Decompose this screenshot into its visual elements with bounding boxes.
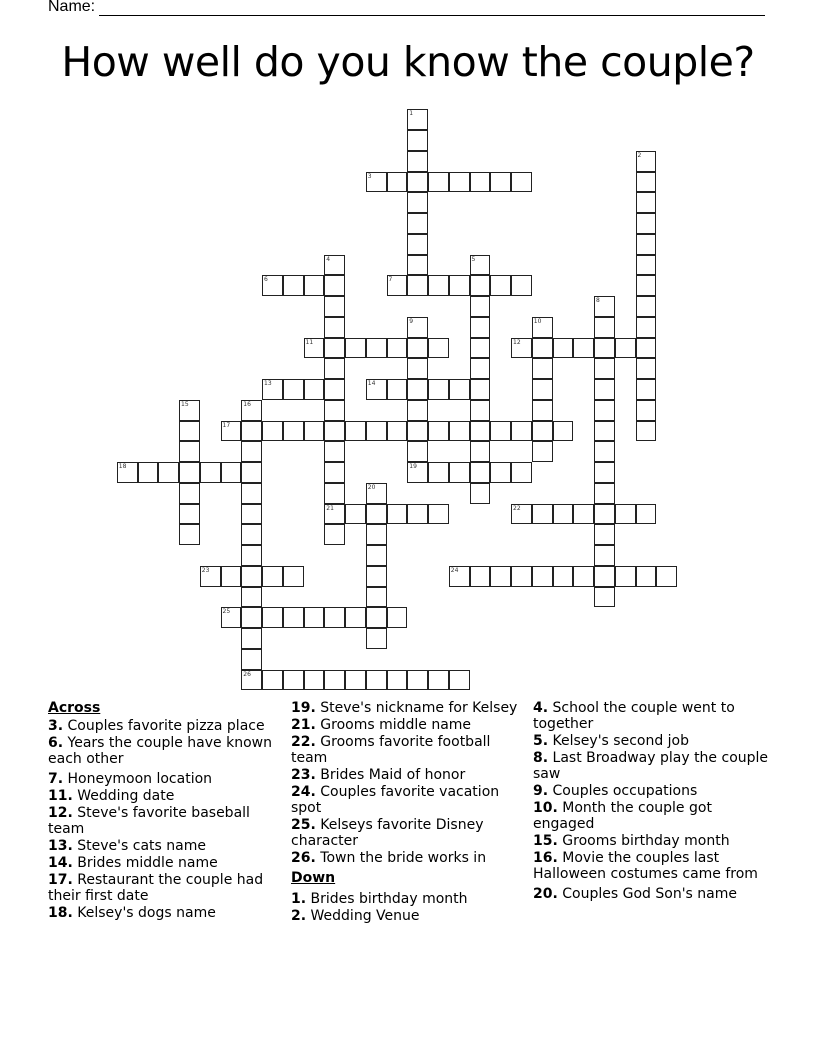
crossword-cell[interactable] xyxy=(470,462,491,483)
clues-column-3 xyxy=(533,700,773,903)
crossword-cell[interactable] xyxy=(407,421,428,442)
clue-across-23: 23. Brides Maid of honor xyxy=(291,767,466,783)
crossword-cell[interactable] xyxy=(324,296,345,317)
crossword-cell[interactable] xyxy=(511,421,532,442)
crossword-cell[interactable] xyxy=(241,670,262,691)
crossword-cell[interactable] xyxy=(594,338,615,359)
crossword-cell[interactable] xyxy=(117,462,138,483)
crossword-cell[interactable] xyxy=(449,379,470,400)
clue-across-6: 6. Years the couple have known each other xyxy=(48,735,272,767)
crossword-cell[interactable] xyxy=(241,421,262,442)
crossword-cell[interactable] xyxy=(470,296,491,317)
clue-across-24: 24. Couples favorite vacation spot xyxy=(291,784,500,816)
crossword-cell[interactable] xyxy=(366,545,387,566)
crossword-cell[interactable] xyxy=(470,255,491,276)
crossword-cell[interactable] xyxy=(636,504,657,525)
crossword-cell[interactable] xyxy=(241,462,262,483)
crossword-cell[interactable] xyxy=(594,358,615,379)
crossword-cell[interactable] xyxy=(636,172,657,193)
clue-number: 1 xyxy=(409,110,414,118)
clue-number: 17 xyxy=(222,421,231,429)
crossword-cell[interactable] xyxy=(428,275,449,296)
clue-across-14: 14. Brides middle name xyxy=(48,855,218,871)
clue-number: 18 xyxy=(118,463,127,470)
crossword-cell[interactable] xyxy=(532,504,553,525)
crossword-cell[interactable] xyxy=(407,130,428,151)
clue-number: 23 xyxy=(201,566,210,574)
crossword-cell[interactable] xyxy=(594,317,615,338)
crossword-cell[interactable] xyxy=(594,296,615,317)
crossword-cell[interactable] xyxy=(324,255,345,276)
crossword-cell[interactable] xyxy=(200,462,221,483)
crossword-cell[interactable] xyxy=(490,421,511,442)
crossword-cell[interactable] xyxy=(179,504,200,525)
crossword-cell[interactable] xyxy=(449,421,470,442)
crossword-cell[interactable] xyxy=(387,338,408,359)
crossword-cell[interactable] xyxy=(407,172,428,193)
crossword-cell[interactable] xyxy=(407,670,428,691)
crossword-cell[interactable] xyxy=(490,462,511,483)
crossword-cell[interactable] xyxy=(407,192,428,213)
crossword-cell[interactable] xyxy=(241,441,262,462)
clue-number: 21 xyxy=(326,504,334,512)
crossword-cell[interactable] xyxy=(573,504,594,525)
crossword-cell[interactable] xyxy=(221,607,242,628)
crossword-cell[interactable] xyxy=(366,421,387,442)
crossword-cell[interactable] xyxy=(283,566,304,587)
crossword-cell[interactable] xyxy=(179,400,200,421)
clue-across-11: 11. Wedding date xyxy=(48,788,175,804)
crossword-cell[interactable] xyxy=(387,275,408,296)
clue-number: 6 xyxy=(264,276,268,284)
crossword-cell[interactable] xyxy=(594,545,615,566)
crossword-cell[interactable] xyxy=(179,524,200,545)
crossword-cell[interactable] xyxy=(324,462,345,483)
crossword-cell[interactable] xyxy=(532,400,553,421)
crossword-cell[interactable] xyxy=(594,587,615,608)
clue-number: 16 xyxy=(243,400,251,408)
crossword-cell[interactable] xyxy=(241,504,262,525)
crossword-cell[interactable] xyxy=(345,421,366,442)
crossword-cell[interactable] xyxy=(470,441,491,462)
crossword-cell[interactable] xyxy=(636,192,657,213)
crossword-cell[interactable] xyxy=(532,317,553,338)
crossword-cell[interactable] xyxy=(511,504,532,525)
crossword-cell[interactable] xyxy=(449,566,470,587)
crossword-cell[interactable] xyxy=(511,172,532,193)
crossword-cell[interactable] xyxy=(636,400,657,421)
crossword-cell[interactable] xyxy=(366,587,387,608)
crossword-cell[interactable] xyxy=(428,379,449,400)
crossword-cell[interactable] xyxy=(324,379,345,400)
clue-down-4: 4. School the couple went to together xyxy=(533,700,735,732)
crossword-cell[interactable] xyxy=(366,607,387,628)
clue-down-15: 15. Grooms birthday month xyxy=(533,833,730,849)
crossword-cell[interactable] xyxy=(573,566,594,587)
crossword-cell[interactable] xyxy=(470,275,491,296)
down-heading: Down xyxy=(291,870,336,886)
clue-number: 9 xyxy=(409,317,414,325)
across-heading: Across xyxy=(48,700,101,716)
crossword-cell[interactable] xyxy=(532,566,553,587)
crossword-cell[interactable] xyxy=(511,275,532,296)
crossword-cell[interactable] xyxy=(511,462,532,483)
crossword-cell[interactable] xyxy=(428,462,449,483)
crossword-cell[interactable] xyxy=(553,338,574,359)
crossword-cell[interactable] xyxy=(636,317,657,338)
clue-number: 22 xyxy=(513,504,521,512)
crossword-cell[interactable] xyxy=(594,566,615,587)
crossword-cell[interactable] xyxy=(324,524,345,545)
crossword-cell[interactable] xyxy=(345,607,366,628)
crossword-cell[interactable] xyxy=(262,275,283,296)
crossword-cell[interactable] xyxy=(407,441,428,462)
crossword-cell[interactable] xyxy=(283,607,304,628)
crossword-cell[interactable] xyxy=(594,379,615,400)
crossword-cell[interactable] xyxy=(636,338,657,359)
crossword-cell[interactable] xyxy=(490,566,511,587)
crossword-cell[interactable] xyxy=(262,421,283,442)
crossword-cell[interactable] xyxy=(407,338,428,359)
crossword-cell[interactable] xyxy=(470,172,491,193)
crossword-cell[interactable] xyxy=(636,421,657,442)
crossword-cell[interactable] xyxy=(366,566,387,587)
clue-across-19: 19. Steve's nickname for Kelsey xyxy=(291,700,518,716)
crossword-cell[interactable] xyxy=(532,441,553,462)
crossword-cell[interactable] xyxy=(324,421,345,442)
crossword-cell[interactable] xyxy=(532,358,553,379)
crossword-cell[interactable] xyxy=(283,670,304,691)
clue-across-26: 26. Town the bride works in xyxy=(291,850,487,866)
crossword-cell[interactable] xyxy=(366,483,387,504)
crossword-cell[interactable] xyxy=(490,275,511,296)
crossword-cell[interactable] xyxy=(324,400,345,421)
crossword-cell[interactable] xyxy=(573,338,594,359)
crossword-cell[interactable] xyxy=(553,566,574,587)
crossword-cell[interactable] xyxy=(221,462,242,483)
crossword-cell[interactable] xyxy=(345,504,366,525)
crossword-cell[interactable] xyxy=(470,566,491,587)
crossword-cell[interactable] xyxy=(387,607,408,628)
clue-number: 25 xyxy=(222,608,231,616)
crossword-cell[interactable] xyxy=(636,566,657,587)
crossword-cell[interactable] xyxy=(636,255,657,276)
crossword-cell[interactable] xyxy=(636,358,657,379)
crossword-cell[interactable] xyxy=(241,524,262,545)
crossword-cell[interactable] xyxy=(615,504,636,525)
clue-number: 26 xyxy=(243,670,251,678)
crossword-cell[interactable] xyxy=(407,400,428,421)
crossword-cell[interactable] xyxy=(449,275,470,296)
crossword-cell[interactable] xyxy=(241,400,262,421)
crossword-cell[interactable] xyxy=(594,483,615,504)
clue-down-2: 2. Wedding Venue xyxy=(291,908,420,924)
clue-number: 8 xyxy=(596,297,600,304)
crossword-cell[interactable] xyxy=(511,338,532,359)
clue-number: 19 xyxy=(409,463,417,470)
crossword-cell[interactable] xyxy=(324,483,345,504)
crossword-cell[interactable] xyxy=(594,524,615,545)
crossword-cell[interactable] xyxy=(407,234,428,255)
crossword-cell[interactable] xyxy=(366,379,387,400)
crossword-cell[interactable] xyxy=(179,462,200,483)
crossword-cell[interactable] xyxy=(636,151,657,172)
crossword-cell[interactable] xyxy=(407,504,428,525)
crossword-cell[interactable] xyxy=(304,338,325,359)
crossword-cell[interactable] xyxy=(366,670,387,691)
crossword-cell[interactable] xyxy=(179,441,200,462)
crossword-cell[interactable] xyxy=(553,421,574,442)
crossword-cell[interactable] xyxy=(304,607,325,628)
crossword-cell[interactable] xyxy=(324,441,345,462)
clue-down-8: 8. Last Broadway play the couple saw xyxy=(533,750,769,782)
crossword-cell[interactable] xyxy=(324,317,345,338)
crossword-cell[interactable] xyxy=(200,566,221,587)
crossword-cell[interactable] xyxy=(221,566,242,587)
crossword-cell[interactable] xyxy=(470,379,491,400)
clue-down-20: 20. Couples God Son's name xyxy=(533,886,737,902)
crossword-cell[interactable] xyxy=(304,670,325,691)
clue-number: 15 xyxy=(181,400,189,408)
clue-number: 13 xyxy=(264,380,272,387)
crossword-cell[interactable] xyxy=(428,504,449,525)
crossword-cell[interactable] xyxy=(366,524,387,545)
crossword-cell[interactable] xyxy=(594,504,615,525)
crossword-cell[interactable] xyxy=(366,172,387,193)
crossword-cell[interactable] xyxy=(470,317,491,338)
crossword-cell[interactable] xyxy=(532,379,553,400)
crossword-cell[interactable] xyxy=(407,317,428,338)
crossword-cell[interactable] xyxy=(407,358,428,379)
crossword-cell[interactable] xyxy=(449,172,470,193)
crossword-cell[interactable] xyxy=(324,275,345,296)
crossword-cell[interactable] xyxy=(304,421,325,442)
crossword-cell[interactable] xyxy=(594,421,615,442)
crossword-cell[interactable] xyxy=(262,379,283,400)
crossword-cell[interactable] xyxy=(366,504,387,525)
clue-across-17: 17. Restaurant the couple had their first date xyxy=(48,872,264,904)
clue-across-18: 18. Kelsey's dogs name xyxy=(48,905,216,921)
crossword-cell[interactable] xyxy=(158,462,179,483)
clue-down-5: 5. Kelsey's second job xyxy=(533,733,690,749)
crossword-cell[interactable] xyxy=(449,462,470,483)
crossword-cell[interactable] xyxy=(532,421,553,442)
crossword-cell[interactable] xyxy=(470,338,491,359)
crossword-cell[interactable] xyxy=(428,670,449,691)
clue-number: 5 xyxy=(471,255,476,263)
clues-column-2 xyxy=(291,700,526,925)
clues-column-1 xyxy=(48,700,283,922)
crossword-cell[interactable] xyxy=(262,566,283,587)
clue-number: 2 xyxy=(637,151,642,159)
crossword-cell[interactable] xyxy=(387,670,408,691)
crossword-cell[interactable] xyxy=(262,670,283,691)
crossword-cell[interactable] xyxy=(407,255,428,276)
crossword-cell[interactable] xyxy=(179,421,200,442)
crossword-cell[interactable] xyxy=(283,421,304,442)
crossword-cell[interactable] xyxy=(262,607,283,628)
crossword-cell[interactable] xyxy=(241,545,262,566)
crossword-cell[interactable] xyxy=(241,483,262,504)
crossword-cell[interactable] xyxy=(470,483,491,504)
crossword-cell[interactable] xyxy=(387,379,408,400)
crossword-cell[interactable] xyxy=(470,358,491,379)
crossword-cell[interactable] xyxy=(324,358,345,379)
crossword-cell[interactable] xyxy=(304,275,325,296)
clue-across-12: 12. Steve's favorite baseball team xyxy=(48,805,250,837)
crossword-cell[interactable] xyxy=(615,566,636,587)
crossword-cell[interactable] xyxy=(324,338,345,359)
crossword-cell[interactable] xyxy=(387,172,408,193)
crossword-cell[interactable] xyxy=(470,421,491,442)
crossword-cell[interactable] xyxy=(304,379,325,400)
crossword-cell[interactable] xyxy=(407,109,428,130)
crossword-cell[interactable] xyxy=(387,504,408,525)
clue-down-16: 16. Movie the couples last Halloween costumes came from xyxy=(533,850,758,882)
clue-down-10: 10. Month the couple got engaged xyxy=(533,800,712,832)
clue-down-9: 9. Couples occupations xyxy=(533,783,698,799)
crossword-cell[interactable] xyxy=(636,379,657,400)
clue-across-3: 3. Couples favorite pizza place xyxy=(48,718,265,734)
crossword-cell[interactable] xyxy=(241,566,262,587)
crossword-cell[interactable] xyxy=(428,172,449,193)
crossword-cell[interactable] xyxy=(324,607,345,628)
crossword-cell[interactable] xyxy=(241,607,262,628)
crossword-cell[interactable] xyxy=(387,421,408,442)
crossword-cell[interactable] xyxy=(324,504,345,525)
crossword-cell[interactable] xyxy=(656,566,677,587)
clue-number: 10 xyxy=(533,317,542,325)
crossword-cell[interactable] xyxy=(449,670,470,691)
crossword-cell[interactable] xyxy=(636,275,657,296)
crossword-cell[interactable] xyxy=(636,234,657,255)
clue-number: 20 xyxy=(367,483,376,491)
crossword-cell[interactable] xyxy=(179,483,200,504)
crossword-cell[interactable] xyxy=(283,379,304,400)
clue-down-1: 1. Brides birthday month xyxy=(291,891,468,907)
crossword-cell[interactable] xyxy=(241,628,262,649)
crossword-cell[interactable] xyxy=(407,213,428,234)
clue-across-13: 13. Steve's cats name xyxy=(48,838,206,854)
crossword-cell[interactable] xyxy=(345,338,366,359)
crossword-cell[interactable] xyxy=(428,338,449,359)
crossword-cell[interactable] xyxy=(553,504,574,525)
crossword-cell[interactable] xyxy=(407,275,428,296)
crossword-cell[interactable] xyxy=(138,462,159,483)
clue-number: 12 xyxy=(513,338,521,346)
crossword-cell[interactable] xyxy=(594,441,615,462)
page-title: How well do you know the couple? xyxy=(61,38,755,86)
clue-across-7: 7. Honeymoon location xyxy=(48,771,213,787)
crossword-cell[interactable] xyxy=(366,628,387,649)
crossword-cell[interactable] xyxy=(345,670,366,691)
crossword-cell[interactable] xyxy=(241,649,262,670)
clue-number: 4 xyxy=(326,255,331,263)
crossword-cell[interactable] xyxy=(470,400,491,421)
crossword-cell[interactable] xyxy=(532,338,553,359)
crossword-cell[interactable] xyxy=(490,172,511,193)
clue-number: 7 xyxy=(388,276,393,284)
clue-number: 24 xyxy=(450,566,459,574)
clue-across-22: 22. Grooms favorite football team xyxy=(291,734,491,766)
clue-number: 11 xyxy=(305,338,314,346)
crossword-cell[interactable] xyxy=(615,338,636,359)
clue-across-25: 25. Kelseys favorite Disney character xyxy=(291,817,484,849)
crossword-cell[interactable] xyxy=(324,670,345,691)
crossword-cell[interactable] xyxy=(594,462,615,483)
crossword-cell[interactable] xyxy=(428,421,449,442)
crossword-cell[interactable] xyxy=(221,421,242,442)
name-label: Name: xyxy=(48,0,96,15)
crossword-cell[interactable] xyxy=(407,151,428,172)
crossword-cell[interactable] xyxy=(407,462,428,483)
crossword-cell[interactable] xyxy=(636,296,657,317)
crossword-cell[interactable] xyxy=(594,400,615,421)
crossword-cell[interactable] xyxy=(241,587,262,608)
crossword-cell[interactable] xyxy=(511,566,532,587)
clue-number: 14 xyxy=(367,380,376,387)
crossword-cell[interactable] xyxy=(407,379,428,400)
crossword-cell[interactable] xyxy=(283,275,304,296)
clue-across-21: 21. Grooms middle name xyxy=(291,717,472,733)
crossword-cell[interactable] xyxy=(366,338,387,359)
clue-number: 3 xyxy=(367,172,372,180)
crossword-cell[interactable] xyxy=(636,213,657,234)
